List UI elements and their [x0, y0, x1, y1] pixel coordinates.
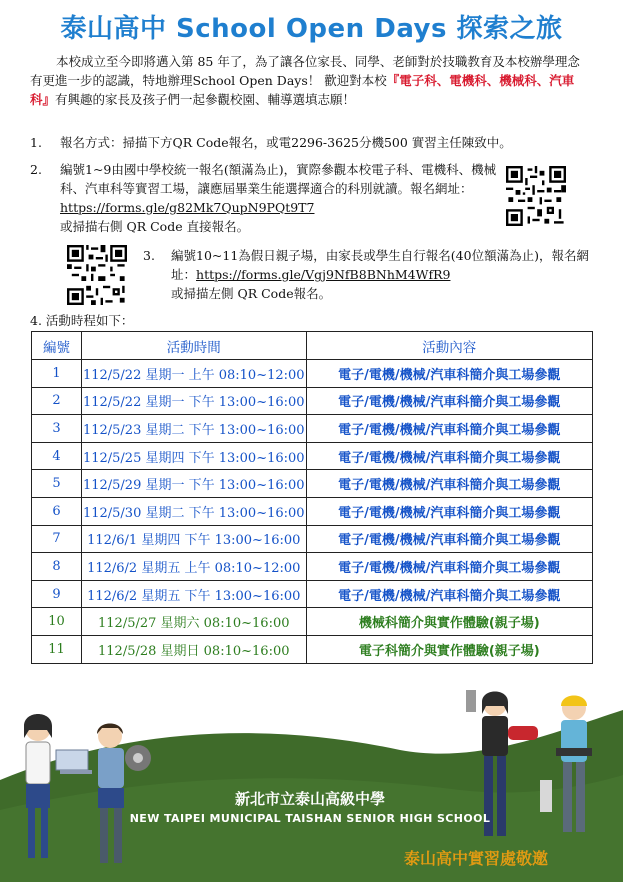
item-after-text: 或掃描左側 QR Code報名。 [171, 286, 332, 301]
car-part-icon [508, 726, 538, 740]
table-row [32, 442, 593, 470]
cell-time: 112/5/22 星期一 下午 13:00~16:00 [81, 387, 306, 415]
cell-content: 電子/電機/機械/汽車科簡介與工場參觀 [306, 580, 592, 608]
table-row [32, 553, 593, 581]
table-header-row [32, 332, 593, 360]
cell-time: 112/5/22 星期一 上午 08:10~12:00 [81, 360, 306, 388]
intro-text-2: 有興趣的家長及孩子們一起參觀校園、輔導選填志願！ [55, 92, 356, 107]
cell-number: 1 [32, 360, 82, 388]
cell-number: 3 [32, 415, 82, 443]
cell-content: 電子/電機/機械/汽車科簡介與工場參觀 [306, 387, 592, 415]
intro-highlight: 『電子科、電機科、機械科、汽車科』 [30, 73, 575, 107]
cell-content: 電子/電機/機械/汽車科簡介與工場參觀 [306, 415, 592, 443]
cell-number: 2 [32, 387, 82, 415]
cell-number: 11 [32, 635, 82, 663]
cell-time: 112/6/2 星期五 上午 08:10~12:00 [81, 553, 306, 581]
item-number: 3. [143, 248, 155, 263]
item-2 [30, 160, 500, 236]
table-row [32, 387, 593, 415]
hard-hat-icon [561, 696, 587, 707]
item-number: 2. [30, 162, 42, 177]
table-row [32, 635, 593, 663]
header-number: 編號 [32, 332, 82, 360]
item-3 [143, 246, 593, 303]
cell-number: 5 [32, 470, 82, 498]
item-text: 報名方式：掃描下方QR Code報名，或電2296-3625分機500 實習主任陳致中。 [60, 135, 512, 150]
cell-content: 電子/電機/機械/汽車科簡介與工場參觀 [306, 553, 592, 581]
school-name-english: NEW TAIPEI MUNICIPAL TAISHAN SENIOR HIGH SCHOOL [129, 812, 491, 825]
cell-number: 10 [32, 608, 82, 636]
table-row [32, 360, 593, 388]
cell-content: 電子/電機/機械/汽車科簡介與工場參觀 [306, 470, 592, 498]
spray-gun-icon [466, 690, 476, 712]
cell-time: 112/5/25 星期四 下午 13:00~16:00 [81, 442, 306, 470]
item-4 [30, 311, 330, 330]
table-row [32, 497, 593, 525]
cell-number: 4 [32, 442, 82, 470]
cell-number: 7 [32, 525, 82, 553]
registration-link-weekday[interactable]: https://forms.gle/g82Mk7QupN9PQt9T7 [60, 200, 315, 215]
table-row [32, 525, 593, 553]
item-1 [30, 133, 595, 152]
school-name-chinese: 新北市立泰山高級中學 [234, 790, 385, 808]
intro-paragraph [30, 52, 590, 109]
invitation-signature: 泰山高中實習處敬邀 [404, 849, 549, 868]
cell-time: 112/5/30 星期二 下午 13:00~16:00 [81, 497, 306, 525]
item-number: 1. [30, 135, 42, 150]
cell-content: 電子/電機/機械/汽車科簡介與工場參觀 [306, 497, 592, 525]
extinguisher-icon [540, 780, 552, 812]
cell-content: 機械科簡介與實作體驗(親子場) [306, 608, 592, 636]
cell-time: 112/5/29 星期一 下午 13:00~16:00 [81, 470, 306, 498]
item-text: 編號10~11為假日親子場，由家長或學生自行報名(40位額滿為止)，報名網址： [171, 248, 589, 282]
header-time: 活動時間 [81, 332, 306, 360]
cell-number: 8 [32, 553, 82, 581]
cell-time: 112/5/27 星期六 08:10~16:00 [81, 608, 306, 636]
table-row [32, 470, 593, 498]
cell-content: 電子/電機/機械/汽車科簡介與工場參觀 [306, 525, 592, 553]
item-after-text: 或掃描右側 QR Code 直接報名。 [60, 219, 250, 234]
table-row [32, 608, 593, 636]
item-number: 4. [30, 313, 42, 328]
cell-content: 電子/電機/機械/汽車科簡介與工場參觀 [306, 442, 592, 470]
cell-time: 112/6/2 星期五 下午 13:00~16:00 [81, 580, 306, 608]
registration-link-weekend[interactable]: https://forms.gle/Vgj9NfB8BNhM4WfR9 [196, 267, 451, 282]
table-row [32, 415, 593, 443]
schedule-table [31, 331, 593, 664]
intro-text-1: 本校成立至今即將邁入第 85 年了，為了讓各位家長、同學、老師對於技職教育及本校辦學理念有更進一步的認識，特地辦理School Open Days！ 歡迎對本校 [30, 54, 580, 88]
qr-code-weekend[interactable] [67, 245, 127, 305]
item-text: 活動時程如下： [45, 313, 134, 328]
cell-time: 112/5/28 星期日 08:10~16:00 [81, 635, 306, 663]
item-text: 編號1~9由國中學校統一報名(額滿為止)，實際參觀本校電子科、電機科、機械科、汽車科等實習工場，讓應屆畢業生能選擇適合的科別就讀。報名網址： [60, 162, 497, 196]
cell-content: 電子/電機/機械/汽車科簡介與工場參觀 [306, 360, 592, 388]
page-title: 泰山高中 School Open Days 探索之旅 [60, 14, 563, 44]
cell-content: 電子科簡介與實作體驗(親子場) [306, 635, 592, 663]
cell-number: 6 [32, 497, 82, 525]
cell-number: 9 [32, 580, 82, 608]
cell-time: 112/6/1 星期四 下午 13:00~16:00 [81, 525, 306, 553]
cell-time: 112/5/23 星期二 下午 13:00~16:00 [81, 415, 306, 443]
header-content: 活動內容 [306, 332, 592, 360]
table-row [32, 580, 593, 608]
qr-code-weekday[interactable] [506, 166, 566, 226]
